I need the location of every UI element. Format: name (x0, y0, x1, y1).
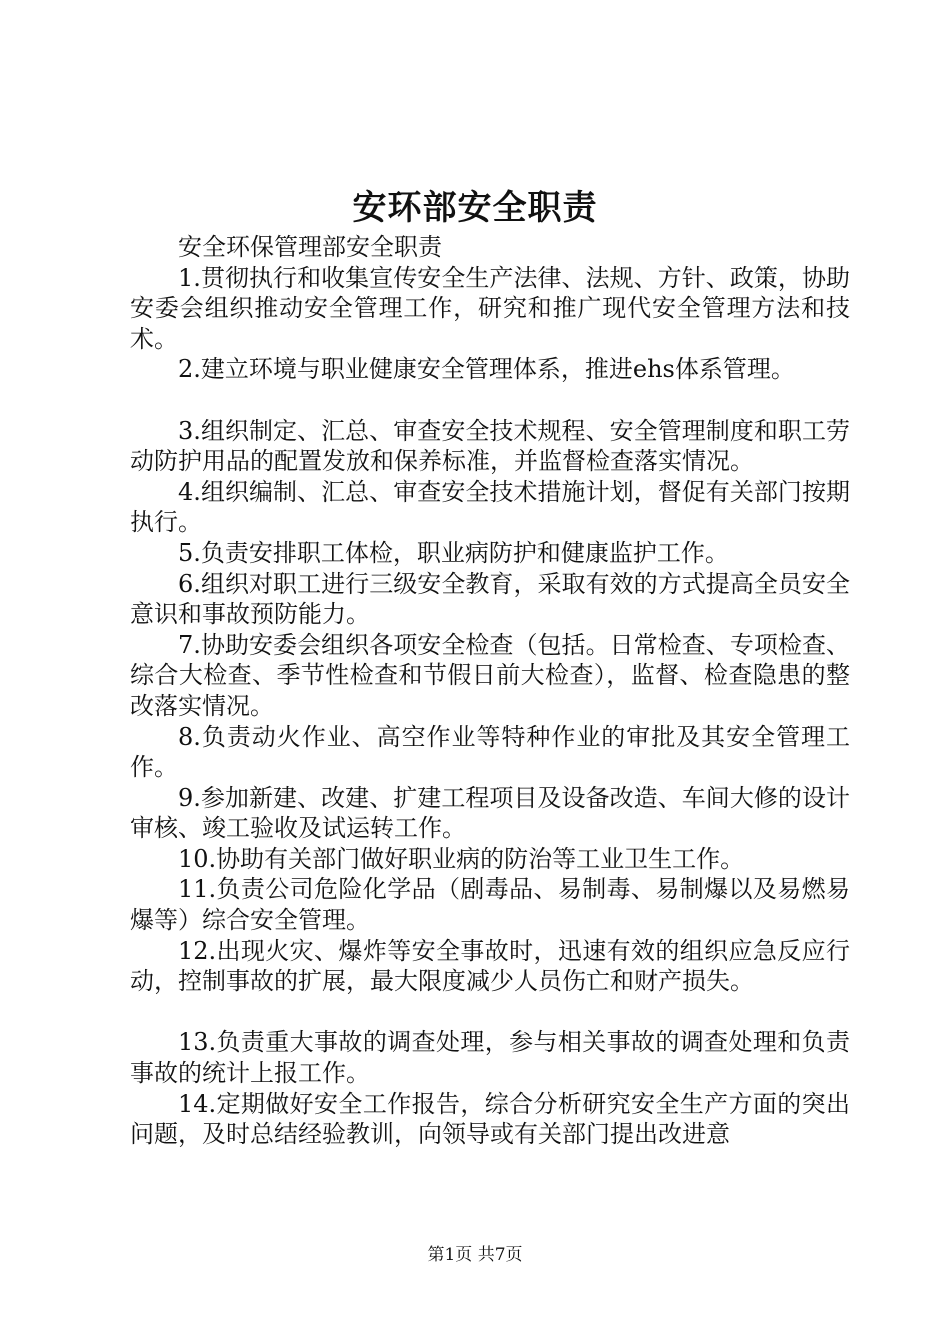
document-title: 安环部安全职责 (352, 188, 598, 228)
duty-item-1: 1.贯彻执行和收集宣传安全生产法律、法规、方针、政策，协助安委会组织推动安全管理工作，研究和推广现代安全管理方法和技术。 (130, 263, 850, 353)
duty-item-7: 7.协助安委会组织各项安全检查（包括。日常检查、专项检查、综合大检查、季节性检查和节假日前大检查），监督、检查隐患的整改落实情况。 (130, 630, 850, 720)
duty-item-12: 12.出现火灾、爆炸等安全事故时，迅速有效的组织应急反应行动，控制事故的扩展，最大限度减少人员伤亡和财产损失。 (130, 936, 850, 996)
page-number-footer: 第1页 共7页 (427, 1245, 523, 1265)
duty-item-6: 6.组织对职工进行三级安全教育，采取有效的方式提高全员安全意识和事故预防能力。 (130, 569, 850, 629)
duty-item-14: 14.定期做好安全工作报告，综合分析研究安全生产方面的突出问题，及时总结经验教训，向领导或有关部门提出改进意 (130, 1089, 850, 1149)
document-body (130, 232, 850, 1150)
duty-item-11: 11.负责公司危险化学品（剧毒品、易制毒、易制爆以及易燃易爆等）综合安全管理。 (130, 875, 850, 935)
duty-item-2: 2.建立环境与职业健康安全管理体系，推进ehs体系管理。 (178, 355, 795, 384)
duty-item-13: 13.负责重大事故的调查处理，参与相关事故的调查处理和负责事故的统计上报工作。 (130, 1028, 850, 1088)
duty-item-4: 4.组织编制、汇总、审查安全技术措施计划，督促有关部门按期执行。 (130, 477, 850, 537)
duty-item-9: 9.参加新建、改建、扩建工程项目及设备改造、车间大修的设计审核、竣工验收及试运转工作。 (130, 783, 850, 843)
duty-item-5: 5.负责安排职工体检，职业病防护和健康监护工作。 (178, 538, 729, 567)
duty-item-3: 3.组织制定、汇总、审查安全技术规程、安全管理制度和职工劳动防护用品的配置发放和保养标准，并监督检查落实情况。 (130, 416, 850, 476)
section-subtitle: 安全环保管理部安全职责 (178, 233, 442, 261)
duty-item-10: 10.协助有关部门做好职业病的防治等工业卫生工作。 (178, 844, 745, 873)
duty-item-8: 8.负责动火作业、高空作业等特种作业的审批及其安全管理工作。 (130, 722, 850, 782)
